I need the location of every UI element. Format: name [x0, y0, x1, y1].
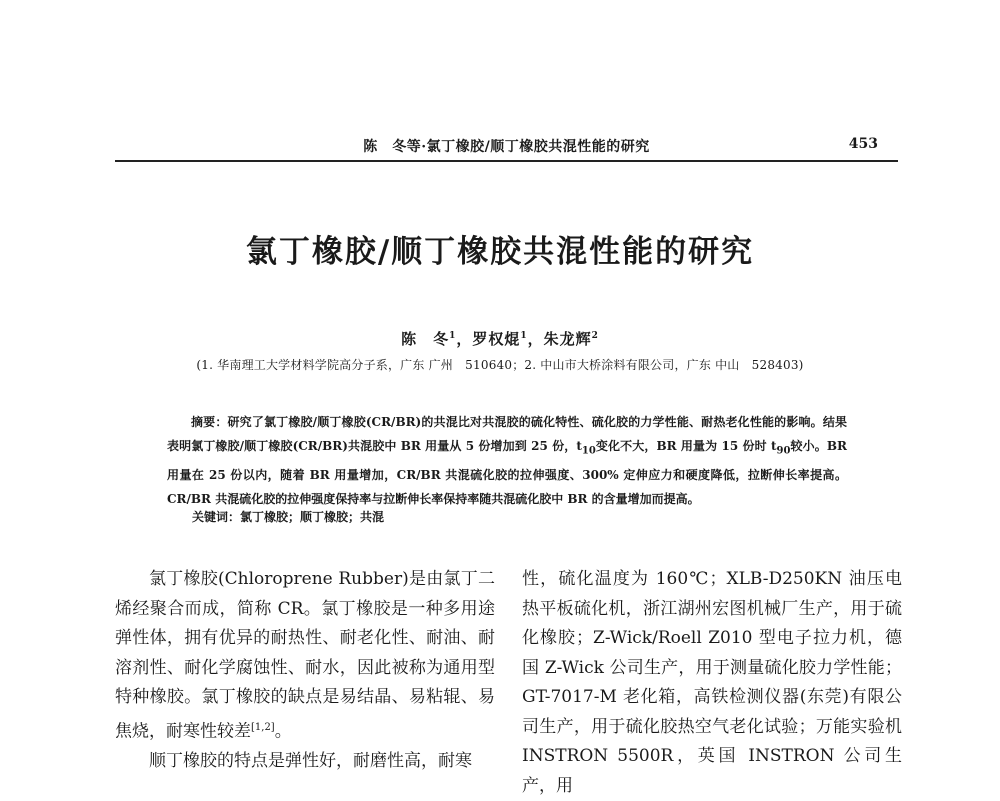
- author-list: 陈 冬$^1$，罗权焜$^1$，朱龙辉$^2$: [401, 330, 599, 348]
- body-text: 氯丁橡胶(Chloroprene Rubber)是由氯丁二烯经聚合而成，简称 CR。氯丁橡胶是一种多用途弹性体，拥有优异的耐热性、耐老化性、耐油、耐溶剂性、耐化学腐蚀性、耐水，因此被称为通用型特种橡胶。氯丁橡胶的缺点是易结晶、易粘辊、易焦烧，耐寒性较差: [115, 569, 495, 742]
- keywords: [192, 508, 384, 525]
- body-column-left: [115, 565, 495, 776]
- abstract-label: 摘要：: [191, 415, 228, 429]
- affiliation-line: (1. 华南理工大学材料学院高分子系，广东 广州 510640；2. 中山市大桥涂料有限公司，广东 中山 528403): [196, 358, 804, 372]
- running-head-text: 陈 冬等·氯丁橡胶/顺丁橡胶共混性能的研究: [363, 139, 650, 155]
- paper-title: 氯丁橡胶/顺丁橡胶共混性能的研究: [245, 234, 755, 270]
- abstract: [167, 410, 847, 511]
- body-text: 。: [274, 721, 292, 742]
- author-affiliation-mark: 2: [591, 331, 599, 341]
- author-name: 陈 冬: [401, 330, 450, 348]
- keywords-text: 氯丁橡胶；顺丁橡胶；共混: [240, 510, 385, 524]
- abstract-text: 研究了氯丁橡胶/顺丁橡胶(CR/BR)的共混比对共混胶的硫化特性、硫化胶的力学性能、耐热老化性能的影响。结果表明氯丁橡胶/顺丁橡胶(CR/BR)共混胶中 BR 用量从 5 份增加到 25 份，t: [167, 415, 847, 453]
- body-paragraph: 顺丁橡胶的特点是弹性好，耐磨性高，耐寒: [149, 750, 472, 771]
- running-header: [115, 132, 898, 162]
- keywords-label: 关键词：: [192, 510, 241, 524]
- page-number: 453: [848, 136, 878, 152]
- body-column-right: [522, 565, 902, 801]
- subscript: 90: [776, 445, 791, 457]
- abstract-text: 变化不大，BR 用量为 15 份时 t: [595, 439, 777, 453]
- abstract-text: 较小。BR 用量在 25 份以内，随着 BR 用量增加，CR/BR 共混硫化胶的拉伸强度、300% 定伸应力和硬度降低，拉断伸长率提高。CR/BR 共混硫化胶的拉伸强度保持率与拉断伸长率保持率随共混硫化胶中 BR 的含量增加而提高。: [167, 439, 847, 507]
- citation-ref: [1,2]: [251, 721, 275, 733]
- subscript: 10: [581, 445, 596, 457]
- author-affiliation-mark: 1: [449, 331, 457, 341]
- author-name: 朱龙辉: [543, 330, 592, 348]
- body-paragraph: 性，硫化温度为 160℃；XLB-D250KN 油压电热平板硫化机，浙江湖州宏图机械厂生产，用于硫化橡胶；Z-Wick/Roell Z010 型电子拉力机，德国 Z-Wick 公司生产，用于测量硫化胶力学性能；GT-7017-M 老化箱，高铁检测仪器(东莞)有限公司生产，用于硫化胶热空气老化试验；万能实验机 INSTRON 5500R，英国 INSTRON 公司生产，用: [522, 569, 902, 796]
- author-affiliation-mark: 1: [520, 331, 528, 341]
- author-name: 罗权焜: [472, 330, 521, 348]
- body-paragraph: [115, 565, 495, 747]
